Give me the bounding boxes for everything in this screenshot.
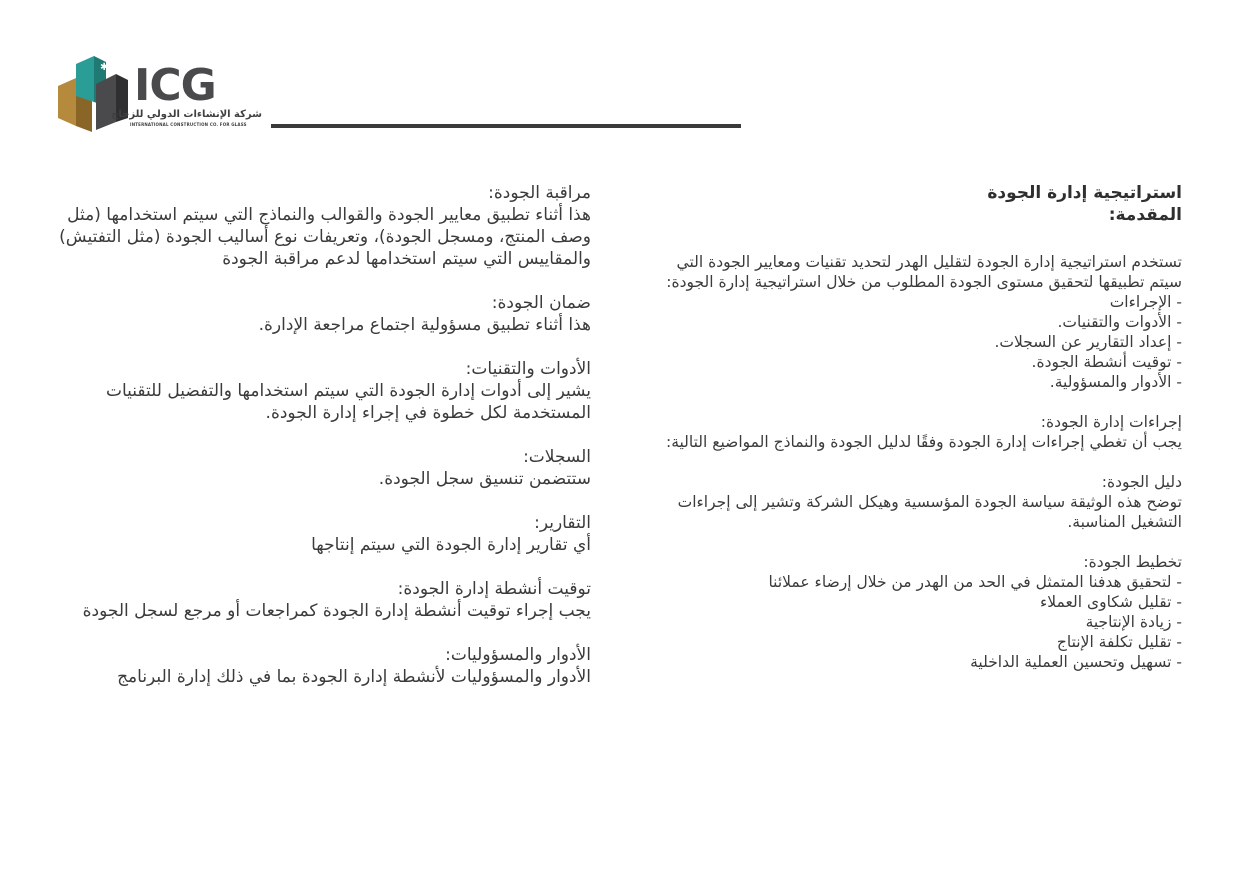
logo-mark-icon [56, 56, 134, 132]
page-header [0, 0, 1241, 140]
timing-heading: توقيت أنشطة إدارة الجودة: [397, 579, 591, 599]
introduction-list [640, 292, 1182, 392]
reports-text: أي تقارير إدارة الجودة التي سيتم إنتاجها [311, 535, 591, 555]
timing-text: يجب إجراء توقيت أنشطة إدارة الجودة كمراجعات أو مرجع لسجل الجودة [82, 601, 591, 621]
procedures-text: يجب أن تغطي إجراءات إدارة الجودة وفقًا لدليل الجودة والنماذج المواضيع التالية: [665, 433, 1182, 451]
tools-heading: الأدوات والتقنيات: [465, 359, 591, 379]
list-item: - توقيت أنشطة الجودة. [640, 352, 1182, 372]
manual-heading: دليل الجودة: [1101, 473, 1182, 491]
logo-wordmark: ICG [134, 60, 216, 111]
records-text: ستتضمن تنسيق سجل الجودة. [378, 469, 591, 489]
list-item: - لتحقيق هدفنا المتمثل في الحد من الهدر من خلال إرضاء عملائنا [640, 572, 1182, 592]
header-divider [271, 124, 741, 128]
quality-assurance-heading: ضمان الجودة: [491, 293, 591, 313]
list-item: - الأدوات والتقنيات. [640, 312, 1182, 332]
list-item: - تقليل شكاوى العملاء [640, 592, 1182, 612]
logo-arabic-name: شركة الإنشاءات الدولي للزجاج [111, 109, 262, 120]
roles-text: الأدوار والمسؤوليات لأنشطة إدارة الجودة بما في ذلك إدارة البرنامج [117, 667, 591, 687]
records-heading: السجلات: [523, 447, 591, 467]
list-item: - إعداد التقارير عن السجلات. [640, 332, 1182, 352]
document-title: استراتيجية إدارة الجودة [987, 183, 1182, 203]
list-item: - تقليل تكلفة الإنتاج [640, 632, 1182, 652]
quality-control-text: هذا أثناء تطبيق معايير الجودة والقوالب والنماذج التي سيتم استخدامها (مثل وصف المنتج، ومسجل الجودة)، وتعريفات نوع أساليب الجودة (مثل التفتيش) والمقاييس التي سيتم استخدامها لدعم مراقبة الجودة [59, 205, 591, 269]
list-item: - الإجراءات [640, 292, 1182, 312]
procedures-heading: إجراءات إدارة الجودة: [1040, 413, 1182, 431]
planning-heading: تخطيط الجودة: [1083, 553, 1182, 571]
reports-heading: التقارير: [534, 513, 591, 533]
roles-heading: الأدوار والمسؤوليات: [445, 645, 591, 665]
logo-english-name: INTERNATIONAL CONSTRUCTION CO. FOR GLASS [130, 122, 247, 127]
right-column [640, 182, 1182, 672]
svg-text:✱: ✱ [100, 62, 109, 73]
list-item: - زيادة الإنتاجية [640, 612, 1182, 632]
list-item: - الأدوار والمسؤولية. [640, 372, 1182, 392]
introduction-text: تستخدم استراتيجية إدارة الجودة لتقليل الهدر لتحديد تقنيات ومعايير الجودة التي سيتم تطبيقها لتحقيق مستوى الجودة المطلوب من خلال استراتيجية إدارة الجودة: [666, 253, 1182, 291]
quality-control-heading: مراقبة الجودة: [488, 183, 591, 203]
list-item: - تسهيل وتحسين العملية الداخلية [640, 652, 1182, 672]
introduction-heading: المقدمة: [1108, 205, 1182, 225]
manual-text: توضح هذه الوثيقة سياسة الجودة المؤسسية وهيكل الشركة وتشير إلى إجراءات التشغيل المناسبة. [677, 493, 1182, 531]
left-column [40, 182, 591, 688]
tools-text: يشير إلى أدوات إدارة الجودة التي سيتم استخدامها والتفضيل للتقنيات المستخدمة لكل خطوة في إجراء إدارة الجودة. [105, 381, 591, 423]
planning-list [640, 572, 1182, 672]
company-logo [56, 56, 266, 132]
quality-assurance-text: هذا أثناء تطبيق مسؤولية اجتماع مراجعة الإدارة. [258, 315, 591, 335]
